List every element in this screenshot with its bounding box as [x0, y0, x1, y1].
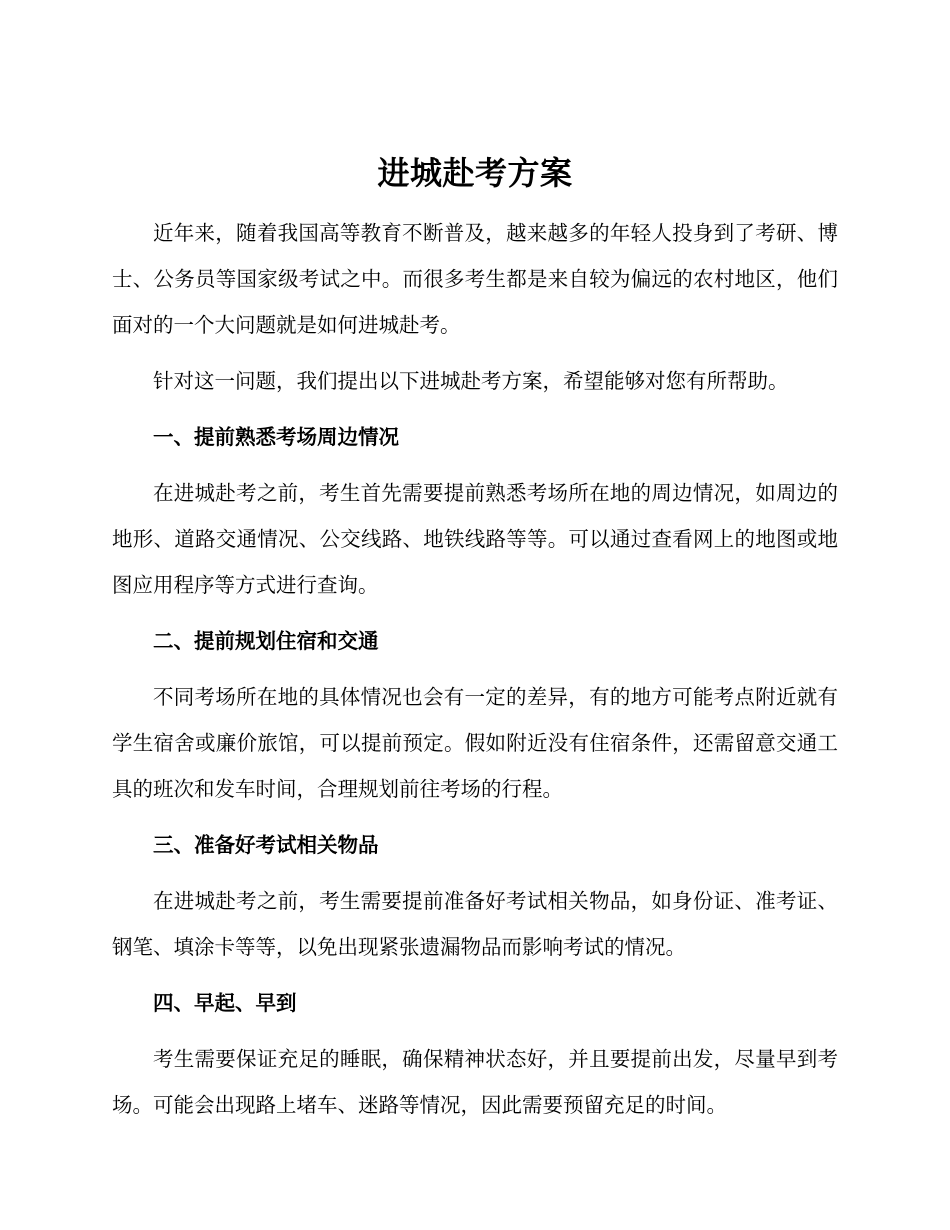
document-title: 进城赴考方案: [377, 154, 573, 192]
section-2-body: 不同考场所在地的具体情况也会有一定的差异，有的地方可能考点附近就有学生宿舍或廉价旅馆，可以提前预定。假如附近没有住宿条件，还需留意交通工具的班次和发车时间，合理规划前往考场的行程。: [112, 685, 838, 801]
section-3-body: 在进城赴考之前，考生需要提前准备好考试相关物品，如身份证、准考证、钢笔、填涂卡等等，以免出现紧张遗漏物品而影响考试的情况。: [112, 889, 838, 959]
section-1-heading: 一、提前熟悉考场周边情况: [153, 425, 399, 449]
section-1-body: 在进城赴考之前，考生首先需要提前熟悉考场所在地的周边情况，如周边的地形、道路交通情况、公交线路、地铁线路等等。可以通过查看网上的地图或地图应用程序等方式进行查询。: [112, 481, 838, 597]
section-2-heading: 二、提前规划住宿和交通: [153, 629, 379, 653]
intro-paragraph-2: 针对这一问题，我们提出以下进城赴考方案，希望能够对您有所帮助。: [153, 369, 789, 393]
section-4-body: 考生需要保证充足的睡眠，确保精神状态好，并且要提前出发，尽量早到考场。可能会出现路上堵车、迷路等情况，因此需要预留充足的时间。: [112, 1047, 838, 1117]
section-4-heading: 四、早起、早到: [153, 991, 297, 1015]
intro-paragraph-1: 近年来，随着我国高等教育不断普及，越来越多的年轻人投身到了考研、博士、公务员等国家级考试之中。而很多考生都是来自较为偏远的农村地区，他们面对的一个大问题就是如何进城赴考。: [112, 221, 838, 337]
section-3-heading: 三、准备好考试相关物品: [153, 833, 379, 857]
